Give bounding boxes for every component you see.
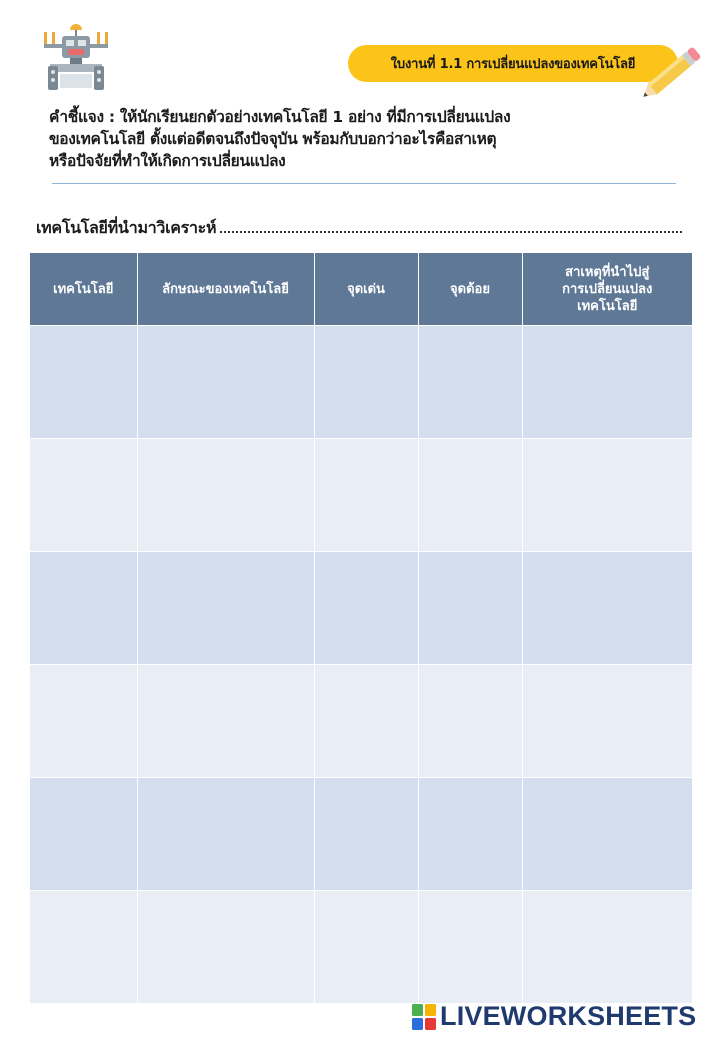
instructions-line: คำชี้แจง : ให้นักเรียนยกตัวอย่างเทคโนโลยี 1 อย่าง ที่มีการเปลี่ยนแปลง (49, 108, 511, 126)
column-header-causes-line: สาเหตุที่นำไปสู่ (565, 264, 650, 280)
column-header-technology: เทคโนโลยี (30, 253, 137, 326)
table-cell[interactable] (522, 326, 692, 439)
table-row (30, 326, 692, 439)
instructions (49, 106, 649, 172)
table-cell[interactable] (314, 778, 418, 891)
table-cell[interactable] (522, 439, 692, 552)
table-cell[interactable] (137, 552, 314, 665)
analysis-table (30, 253, 692, 1003)
table-cell[interactable] (137, 439, 314, 552)
instructions-line: หรือปัจจัยที่ทำให้เกิดการเปลี่ยนแปลง (49, 152, 286, 170)
table-cell[interactable] (30, 552, 137, 665)
table-cell[interactable] (314, 326, 418, 439)
table-cell[interactable] (418, 552, 522, 665)
column-header-causes (522, 253, 692, 326)
robot-icon (40, 22, 112, 94)
table-cell[interactable] (418, 665, 522, 778)
instructions-line: ของเทคโนโลยี ตั้งแต่อดีตจนถึงปัจจุบัน พร้อมกับบอกว่าอะไรคือสาเหตุ (49, 130, 497, 148)
table-cell[interactable] (30, 326, 137, 439)
analyze-line (36, 216, 682, 241)
table-row (30, 778, 692, 891)
table-cell[interactable] (522, 891, 692, 1004)
table-cell[interactable] (314, 665, 418, 778)
table-cell[interactable] (418, 439, 522, 552)
column-header-causes-line: การเปลี่ยนแปลง (562, 281, 653, 297)
table-cell[interactable] (418, 891, 522, 1004)
analyze-answer-blank[interactable] (220, 221, 682, 233)
divider (52, 183, 676, 184)
analyze-label: เทคโนโลยีที่นำมาวิเคราะห์ (36, 218, 217, 237)
table-cell[interactable] (30, 665, 137, 778)
table-cell[interactable] (418, 778, 522, 891)
liveworksheets-logo-icon (412, 1004, 436, 1030)
brand-name: LIVEWORKSHEETS (440, 1001, 697, 1031)
table-cell[interactable] (522, 778, 692, 891)
table-cell[interactable] (137, 891, 314, 1004)
table-cell[interactable] (137, 665, 314, 778)
table-row (30, 439, 692, 552)
worksheet-title-banner (348, 45, 678, 82)
table-cell[interactable] (30, 891, 137, 1004)
table-cell[interactable] (30, 439, 137, 552)
table-row (30, 891, 692, 1004)
table-cell[interactable] (30, 778, 137, 891)
table-cell[interactable] (137, 778, 314, 891)
table-header-row (30, 253, 692, 326)
table-cell[interactable] (314, 891, 418, 1004)
table-cell[interactable] (137, 326, 314, 439)
table-cell[interactable] (314, 552, 418, 665)
table-cell[interactable] (522, 552, 692, 665)
table-cell[interactable] (418, 326, 522, 439)
table-row (30, 552, 692, 665)
column-header-causes-line: เทคโนโลยี (577, 298, 638, 314)
liveworksheets-brand (412, 1001, 696, 1032)
column-header-weaknesses: จุดด้อย (418, 253, 522, 326)
table-row (30, 665, 692, 778)
column-header-strengths: จุดเด่น (314, 253, 418, 326)
table-cell[interactable] (522, 665, 692, 778)
pencil-icon (640, 38, 708, 104)
table-cell[interactable] (314, 439, 418, 552)
worksheet-title: ใบงานที่ 1.1 การเปลี่ยนแปลงของเทคโนโลยี (390, 57, 636, 72)
column-header-characteristics: ลักษณะของเทคโนโลยี (137, 253, 314, 326)
